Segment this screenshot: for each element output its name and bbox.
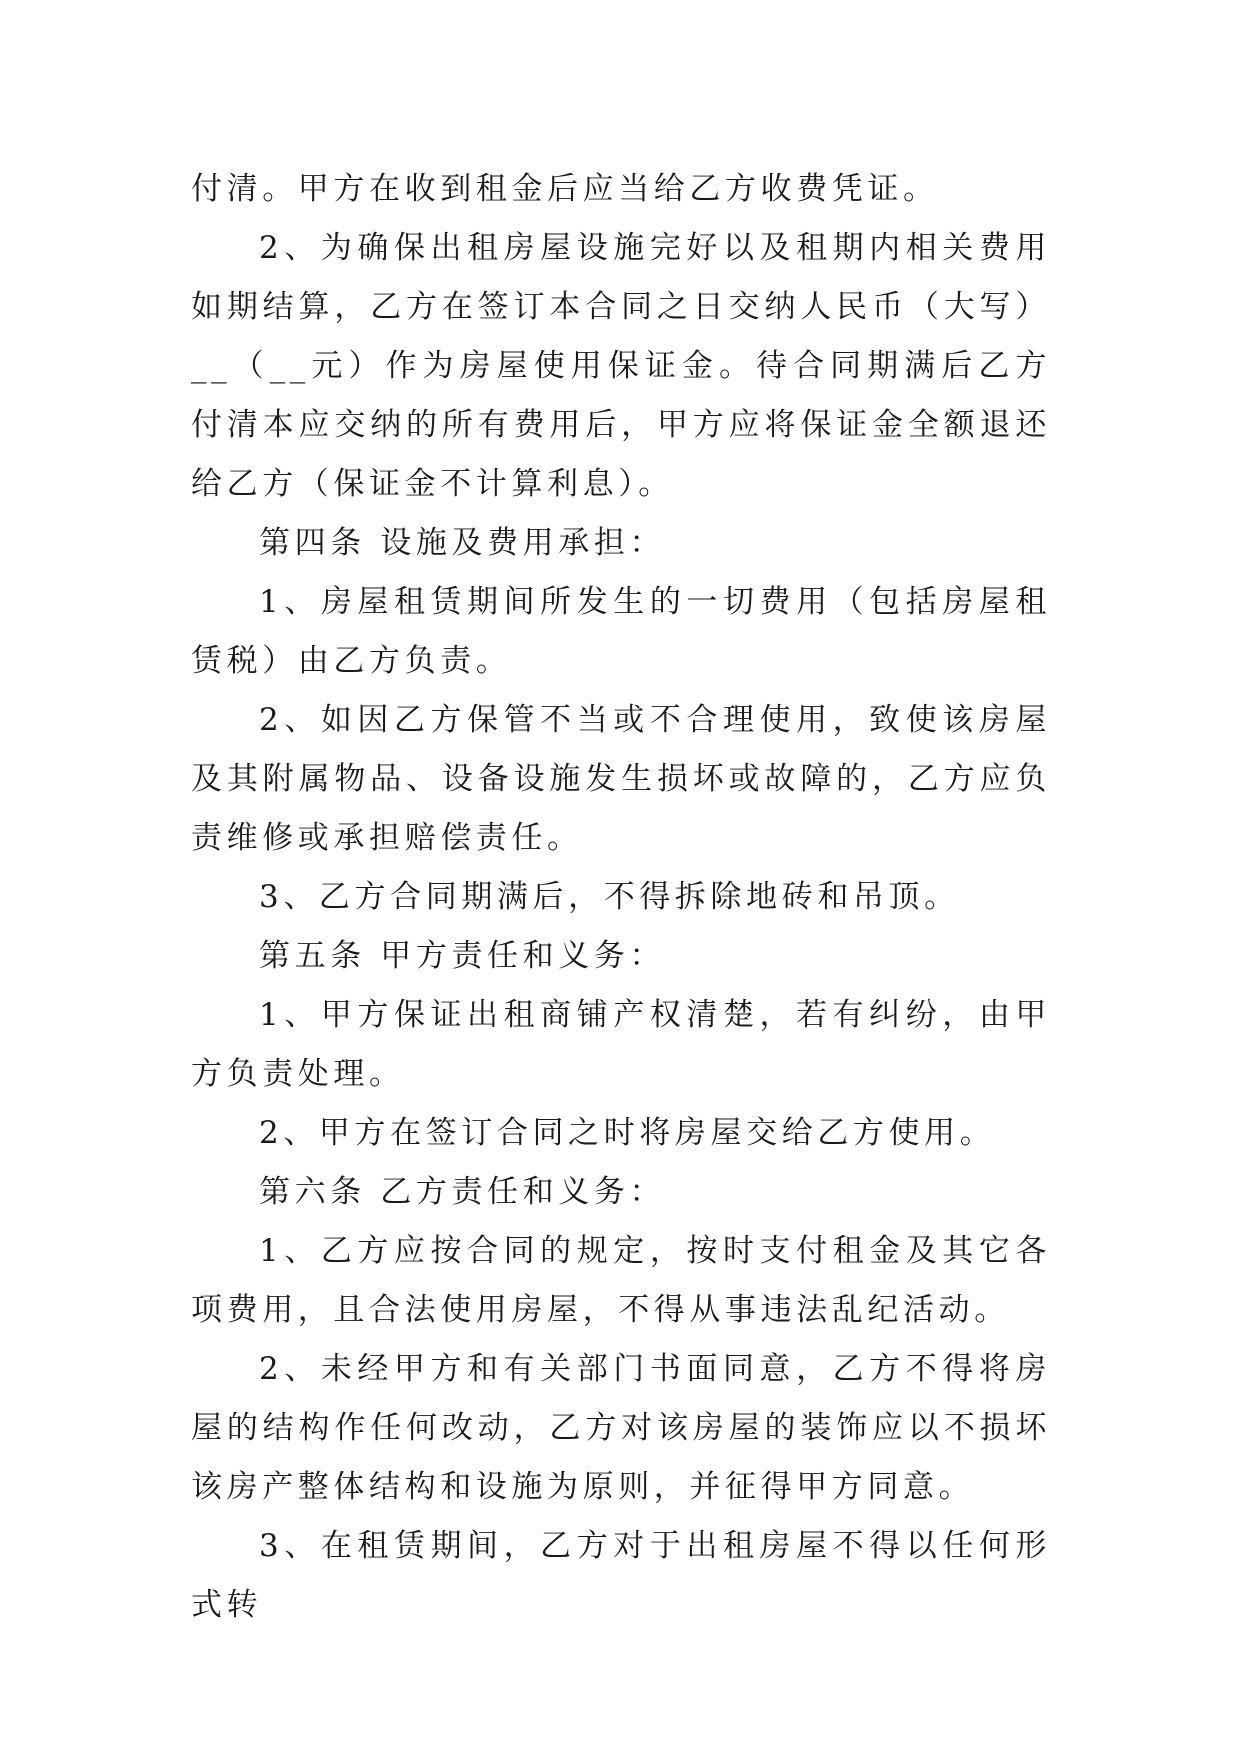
article-4-item-2: 2、如因乙方保管不当或不合理使用，致使该房屋及其附属物品、设备设施发生损坏或故障的，乙方应负责维修或承担赔偿责任。 xyxy=(191,702,1051,856)
article-6-heading: 第六条 乙方责任和义务： xyxy=(259,1174,666,1210)
article-5-heading: 第五条 甲方责任和义务： xyxy=(259,938,666,974)
article-5-item-1: 1、甲方保证出租商铺产权清楚，若有纠纷，由甲方负责处理。 xyxy=(191,997,1051,1092)
article-4-item-1: 1、房屋租赁期间所发生的一切费用（包括房屋租赁税）由乙方负责。 xyxy=(191,584,1051,679)
paragraph-payment-receipt: 付清。甲方在收到租金后应当给乙方收费凭证。 xyxy=(191,171,939,207)
document-body xyxy=(191,160,1051,1635)
article-4-item-3: 3、乙方合同期满后，不得拆除地砖和吊顶。 xyxy=(259,879,960,915)
paragraph-deposit-clause: 2、为确保出租房屋设施完好以及租期内相关费用如期结算，乙方在签订本合同之日交纳人民币（大写）__（__元）作为房屋使用保证金。待合同期满后乙方付清本应交纳的所有费用后，甲方应将保证金全额退还给乙方（保证金不计算利息）。 xyxy=(191,230,1051,502)
article-5-item-2: 2、甲方在签订合同之时将房屋交给乙方使用。 xyxy=(259,1115,996,1151)
article-6-item-2: 2、未经甲方和有关部门书面同意，乙方不得将房屋的结构作任何改动，乙方对该房屋的装饰应以不损坏该房产整体结构和设施为原则，并征得甲方同意。 xyxy=(191,1351,1051,1505)
article-4-heading: 第四条 设施及费用承担： xyxy=(259,525,666,561)
article-6-item-3: 3、在租赁期间，乙方对于出租房屋不得以任何形式转 xyxy=(191,1528,1051,1623)
article-6-item-1: 1、乙方应按合同的规定，按时支付租金及其它各项费用，且合法使用房屋，不得从事违法乱纪活动。 xyxy=(191,1233,1051,1328)
